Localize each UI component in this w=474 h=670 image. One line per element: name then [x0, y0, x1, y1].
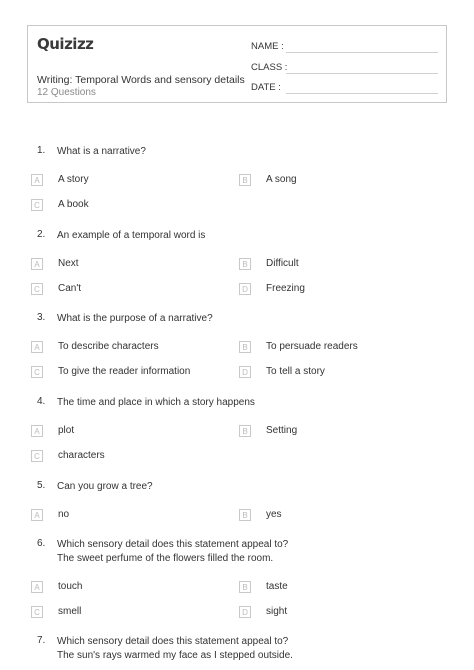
question-number: 5.	[37, 480, 46, 491]
question-number: 1.	[37, 145, 46, 156]
option-letter-box[interactable]: D	[239, 606, 251, 618]
option-letter-box[interactable]: D	[239, 366, 251, 378]
date-line	[286, 93, 438, 94]
option-text: A song	[266, 174, 297, 185]
option-text: smell	[58, 606, 82, 617]
option-text: To tell a story	[266, 366, 325, 377]
option-text: taste	[266, 581, 288, 592]
option-letter-box[interactable]: B	[239, 581, 251, 593]
option-text: no	[58, 509, 70, 520]
option-letter-box[interactable]: B	[239, 258, 251, 270]
question-number: 6.	[37, 538, 46, 549]
question-text: The sweet perfume of the flowers filled the room.	[57, 553, 274, 564]
option-text: characters	[58, 450, 105, 461]
question-number: 4.	[37, 396, 46, 407]
option-text: Setting	[266, 425, 298, 436]
option-letter-box[interactable]: A	[31, 258, 43, 270]
class-line	[286, 73, 438, 74]
option-text: touch	[58, 581, 83, 592]
option-text: Difficult	[266, 258, 299, 269]
option-text: To describe characters	[58, 341, 159, 352]
question-text: The sun's rays warmed my face as I stepped outside.	[57, 650, 293, 661]
option-letter-box[interactable]: C	[31, 283, 43, 295]
option-letter-box[interactable]: C	[31, 450, 43, 462]
question-text: Which sensory detail does this statement appeal to?	[57, 636, 289, 647]
option-text: To persuade readers	[266, 341, 358, 352]
question-number: 7.	[37, 635, 46, 646]
option-letter-box[interactable]: A	[31, 509, 43, 521]
name-label: NAME :	[251, 41, 284, 52]
option-text: Next	[58, 258, 79, 269]
worksheet-header	[27, 25, 447, 103]
option-letter-box[interactable]: C	[31, 366, 43, 378]
option-letter-box[interactable]: A	[31, 341, 43, 353]
question-text: Which sensory detail does this statement appeal to?	[57, 539, 289, 550]
option-letter-box[interactable]: B	[239, 341, 251, 353]
class-label: CLASS :	[251, 62, 288, 73]
question-text: What is the purpose of a narrative?	[57, 313, 213, 324]
question-text: What is a narrative?	[57, 146, 146, 157]
date-label: DATE :	[251, 82, 281, 93]
question-count: 12 Questions	[37, 87, 96, 98]
option-letter-box[interactable]: A	[31, 425, 43, 437]
option-text: A book	[58, 199, 89, 210]
question-number: 3.	[37, 312, 46, 323]
option-text: A story	[58, 174, 89, 185]
option-text: plot	[58, 425, 75, 436]
option-text: Can't	[58, 283, 82, 294]
option-letter-box[interactable]: A	[31, 581, 43, 593]
option-letter-box[interactable]: D	[239, 283, 251, 295]
question-text: An example of a temporal word is	[57, 230, 206, 241]
option-text: To give the reader information	[58, 366, 191, 377]
option-text: yes	[266, 509, 282, 520]
name-line	[286, 52, 438, 53]
quizizz-logo: Quizizz	[37, 35, 94, 53]
question-text: The time and place in which a story happens	[57, 397, 255, 408]
option-letter-box[interactable]: B	[239, 425, 251, 437]
option-letter-box[interactable]: B	[239, 174, 251, 186]
option-letter-box[interactable]: C	[31, 199, 43, 211]
option-letter-box[interactable]: B	[239, 509, 251, 521]
option-letter-box[interactable]: A	[31, 174, 43, 186]
question-number: 2.	[37, 229, 46, 240]
option-letter-box[interactable]: C	[31, 606, 43, 618]
worksheet-title: Writing: Temporal Words and sensory details	[37, 74, 245, 86]
option-text: sight	[266, 606, 288, 617]
question-text: Can you grow a tree?	[57, 481, 153, 492]
option-text: Freezing	[266, 283, 305, 294]
